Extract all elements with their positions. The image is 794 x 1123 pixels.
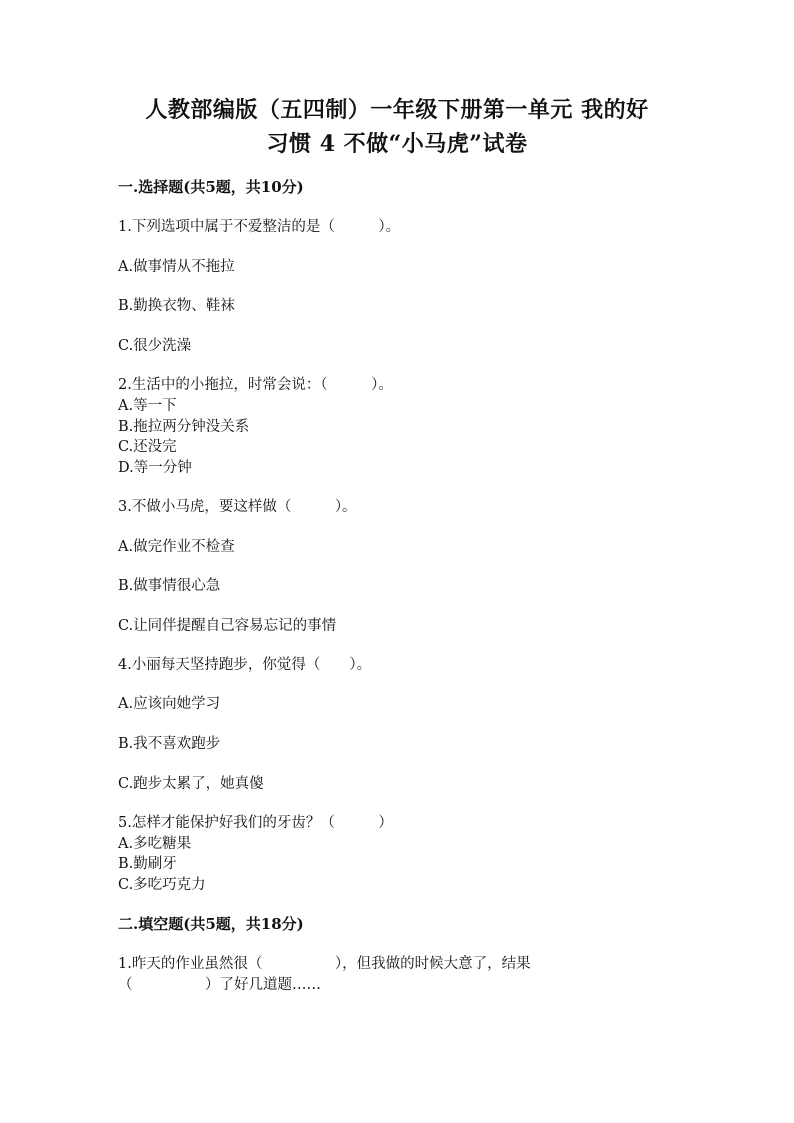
question-option: D.等一分钟 [118,460,192,476]
question-option: A.做事情从不拖拉 [118,259,235,275]
question-stem: 1.昨天的作业虽然很（ ），但我做的时候大意了，结果 [118,956,531,972]
question-option: C.跑步太累了，她真傻 [118,776,264,792]
question-option: C.还没完 [118,439,177,455]
question-stem-continued: （ ）了好几道题…… [118,977,321,993]
question-option: C.让同伴提醒自己容易忘记的事情 [118,618,337,634]
question-option: C.很少洗澡 [118,338,192,354]
question-option: B.做事情很心急 [118,578,221,594]
question-stem: 3.不做小马虎，要这样做（ ）。 [118,499,357,515]
question-option: A.做完作业不检查 [118,539,235,555]
question-option: A.应该向她学习 [118,696,221,712]
question-stem: 1.下列选项中属于不爱整洁的是（ ）。 [118,219,401,235]
question-stem: 2.生活中的小拖拉，时常会说：（ ）。 [118,377,393,393]
question-option: A.等一下 [118,398,177,414]
question-option: A.多吃糖果 [118,836,192,852]
question-option: B.勤换衣物、鞋袜 [118,298,235,314]
section-heading-fill-blank: 二.填空题(共5题，共18分) [118,915,304,933]
document-title-line-2: 习惯 4 不做“小马虎”试卷 [266,131,528,157]
section-heading-choice: 一.选择题(共5题，共10分) [118,178,304,196]
question-option: B.我不喜欢跑步 [118,736,221,752]
question-option: C.多吃巧克力 [118,877,206,893]
question-option: B.拖拉两分钟没关系 [118,419,250,435]
question-option: B.勤刷牙 [118,856,177,872]
question-stem: 5.怎样才能保护好我们的牙齿？（ ） [118,815,393,831]
question-stem: 4.小丽每天坚持跑步，你觉得（ ）。 [118,657,372,673]
document-title-line-1: 人教部编版（五四制）一年级下册第一单元 我的好 [145,97,649,123]
